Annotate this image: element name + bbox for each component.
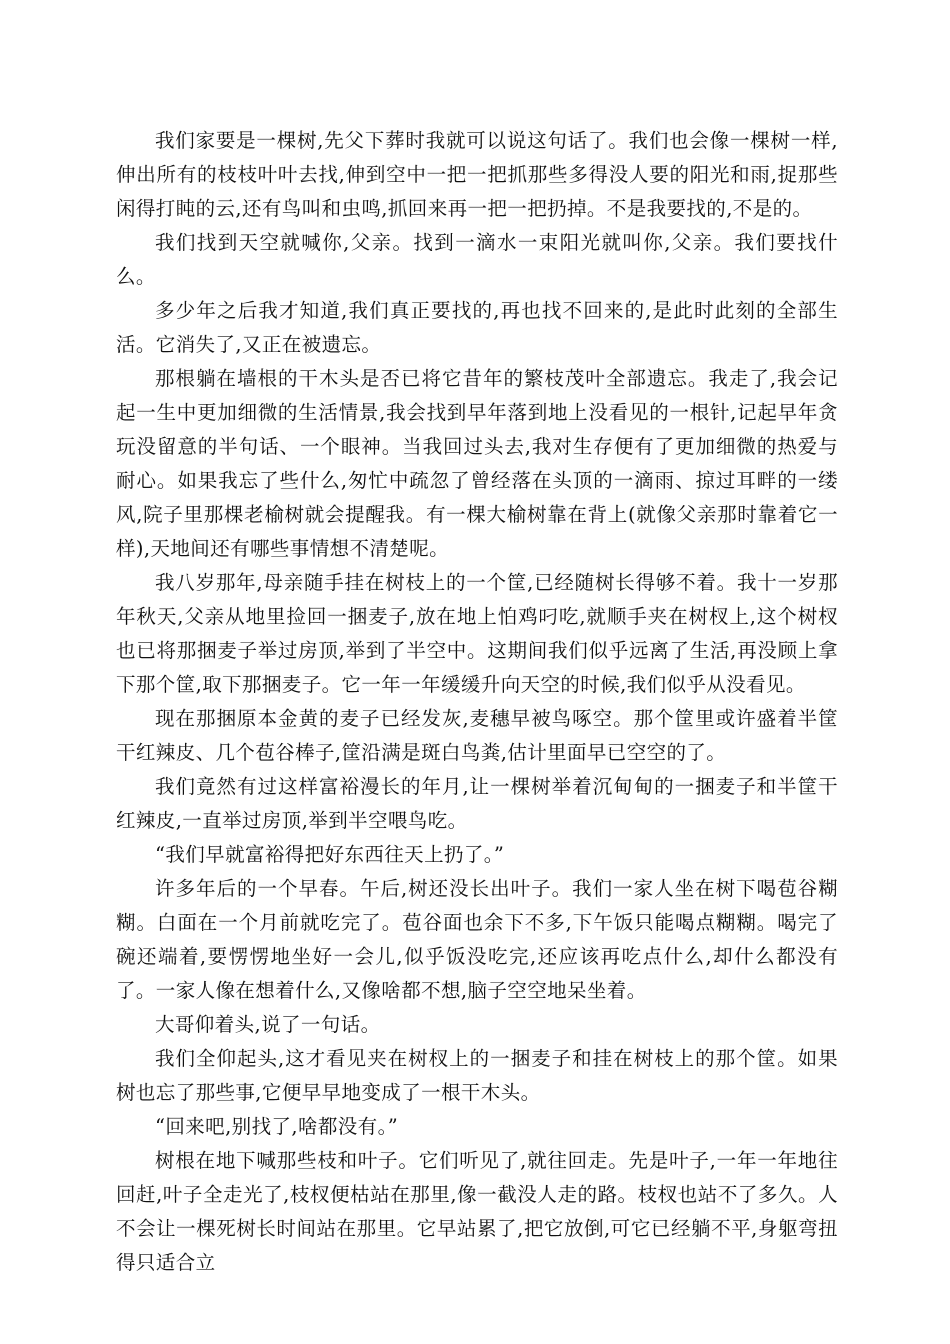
quote-paragraph: “回来吧,别找了,啥都没有。” <box>155 1115 399 1138</box>
paragraph: 树根在地下喊那些枝和叶子。它们听见了,就往回走。先是叶子,一年一年地往回赶,叶子全走光了,枝杈便枯站在那里,像一截没人走的路。枝杈也站不了多久。人不会让一棵死树长时间站在那里。它早站累了,把它放倒,可它已经躺不平,身躯弯扭得只适合立 <box>116 1149 838 1274</box>
paragraph: 我八岁那年,母亲随手挂在树枝上的一个筐,已经随树长得够不着。我十一岁那年秋天,父亲从地里捡回一捆麦子,放在地上怕鸡叼吃,就顺手夹在树杈上,这个树杈也已将那捆麦子举过房顶,举到了半空中。这期间我们似乎远离了生活,再没顾上拿下那个筐,取下那捆麦子。它一年一年缓缓升向天空的时候,我们似乎从没看见。 <box>116 571 838 696</box>
paragraph: 我们竟然有过这样富裕漫长的年月,让一棵树举着沉甸甸的一捆麦子和半筐干红辣皮,一直举过房顶,举到半空喂鸟吃。 <box>116 775 838 832</box>
paragraph: 现在那捆原本金黄的麦子已经发灰,麦穗早被鸟啄空。那个筐里或许盛着半筐干红辣皮、几个苞谷棒子,筐沿满是斑白鸟粪,估计里面早已空空的了。 <box>116 707 838 764</box>
paragraph: 我们全仰起头,这才看见夹在树杈上的一捆麦子和挂在树枝上的那个筐。如果树也忘了那些事,它便早早地变成了一根干木头。 <box>116 1047 838 1104</box>
paragraph: 我们找到天空就喊你,父亲。找到一滴水一束阳光就叫你,父亲。我们要找什么。 <box>116 231 838 288</box>
paragraph: 许多年后的一个早春。午后,树还没长出叶子。我们一家人坐在树下喝苞谷糊糊。白面在一个月前就吃完了。苞谷面也余下不多,下午饭只能喝点糊糊。喝完了碗还端着,要愣愣地坐好一会儿,似乎饭没吃完,还应该再吃点什么,却什么都没有了。一家人像在想着什么,又像啥都不想,脑子空空地呆坐着。 <box>116 877 838 1002</box>
document-page <box>116 124 838 1280</box>
paragraph: 大哥仰着头,说了一句话。 <box>155 1013 381 1036</box>
paragraph: 多少年之后我才知道,我们真正要找的,再也找不回来的,是此时此刻的全部生活。它消失了,又正在被遗忘。 <box>116 299 838 356</box>
paragraph: 我们家要是一棵树,先父下葬时我就可以说这句话了。我们也会像一棵树一样,伸出所有的枝枝叶叶去找,伸到空中一把一把抓那些多得没人要的阳光和雨,捉那些闲得打盹的云,还有鸟叫和虫鸣,抓回来再一把一把扔掉。不是我要找的,不是的。 <box>116 129 838 220</box>
quote-paragraph: “我们早就富裕得把好东西往天上扔了。” <box>155 843 505 866</box>
paragraph: 那根躺在墙根的干木头是否已将它昔年的繁枝茂叶全部遗忘。我走了,我会记起一生中更加细微的生活情景,我会找到早年落到地上没看见的一根针,记起早年贪玩没留意的半句话、一个眼神。当我回过头去,我对生存便有了更加细微的热爱与耐心。如果我忘了些什么,匆忙中疏忽了曾经落在头顶的一滴雨、掠过耳畔的一缕风,院子里那棵老榆树就会提醒我。有一棵大榆树靠在背上(就像父亲那时靠着它一样),天地间还有哪些事情想不清楚呢。 <box>116 367 838 560</box>
